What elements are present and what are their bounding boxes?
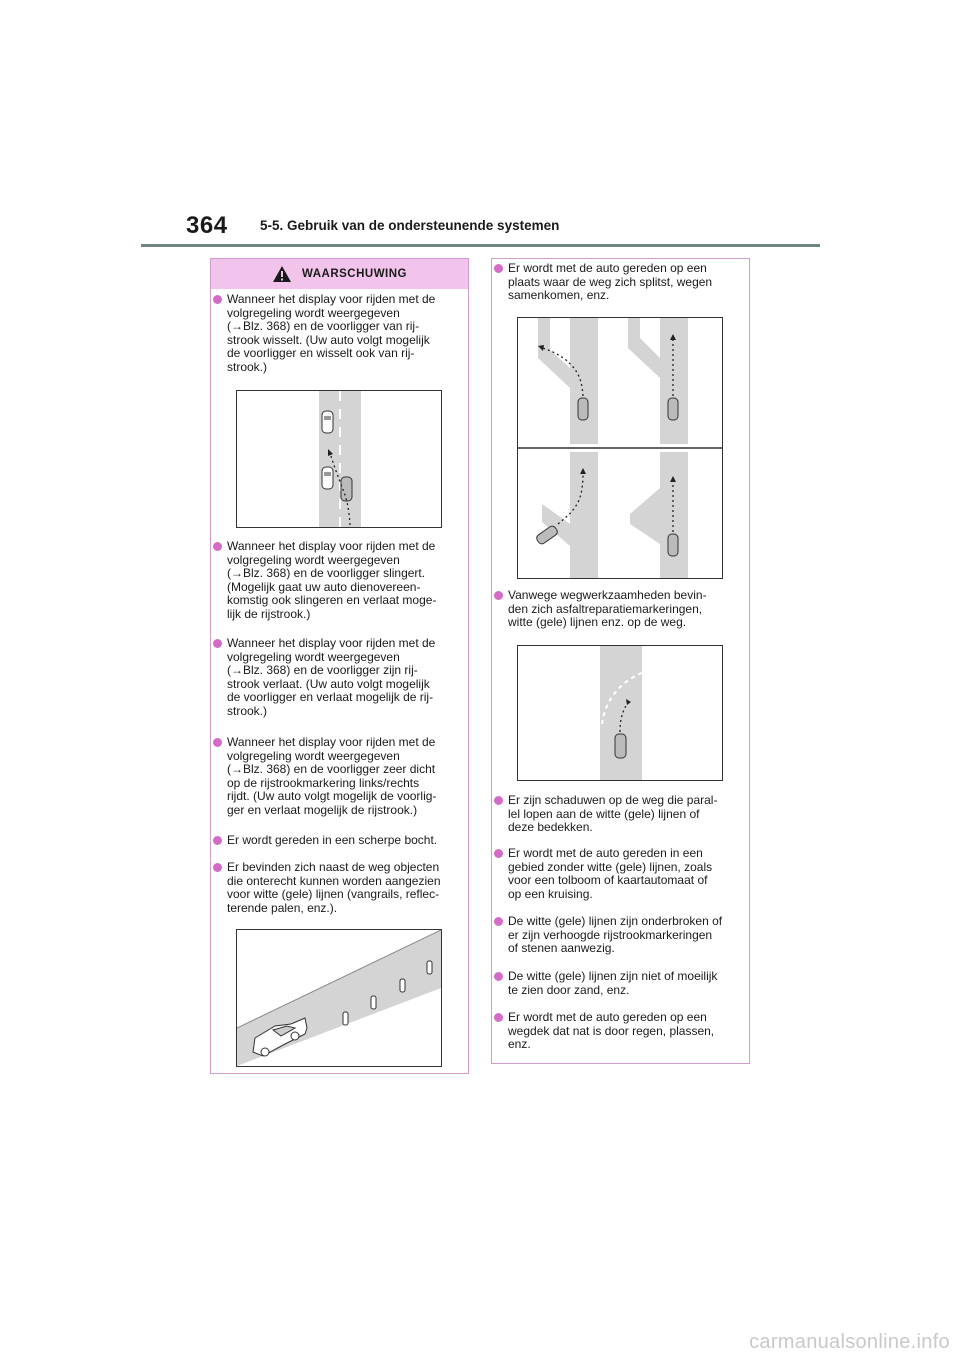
bullet-dot xyxy=(494,849,503,858)
watermark: carmanualsonline.info xyxy=(749,1331,950,1353)
warning-bullet-7: Er wordt met de auto gereden op een plaats waar de weg zich splitst, wegen samenkomen, enz. xyxy=(494,262,748,303)
warning-bullet-11: De witte (gele) lijnen zijn onderbroken of er zijn verhoogde rijstrookmarkeringen of stenen aanwezig. xyxy=(494,915,748,956)
bullet-dot xyxy=(494,972,503,981)
car-icon xyxy=(668,534,678,556)
warning-header xyxy=(211,259,468,289)
warning-bullet-12: De witte (gele) lijnen zijn niet of moeilijk te zien door zand, enz. xyxy=(494,970,748,997)
bullet-dot xyxy=(494,796,503,805)
warning-bullet-1: Wanneer het display voor rijden met de volgregeling wordt weergegeven (→Blz. 368) en de voorligger van rij- strook wisselt. (Uw auto volgt mogelijk de voorligger en wisselt ook van rij- strook.) xyxy=(213,293,467,375)
section-title: 5-5. Gebruik van de ondersteunende systemen xyxy=(260,218,560,233)
warning-title: WAARSCHUWING xyxy=(301,268,408,280)
figure-roadside-objects xyxy=(236,929,442,1067)
car-icon xyxy=(668,398,678,420)
warning-bullet-5: Er wordt gereden in een scherpe bocht. xyxy=(213,834,467,848)
car-icon xyxy=(535,525,559,546)
warning-bullet-6: Er bevinden zich naast de weg objecten die onterecht kunnen worden aangezien voor witte (gele) lijnen (vangrails, reflec- terende palen, enz.). xyxy=(213,861,467,915)
bullet-dot xyxy=(213,863,222,872)
lead-car-icon xyxy=(322,411,333,433)
car-icon xyxy=(578,398,588,420)
figure-lane-change xyxy=(236,390,442,528)
bullet-dot xyxy=(213,639,222,648)
bullet-dot xyxy=(213,542,222,551)
warning-bullet-4: Wanneer het display voor rijden met de volgregeling wordt weergegeven (→Blz. 368) en de voorligger zeer dicht op de rijstrookmarkering links/rechts rijdt. (Uw auto volgt mogelijk de voorlig- ger en verlaat mogelijk de rijstrook.) xyxy=(213,736,467,818)
car-icon xyxy=(615,734,626,758)
warning-bullet-9: Er zijn schaduwen op de weg die paral- lel lopen aan de witte (gele) lijnen of deze bedekken. xyxy=(494,794,748,835)
warning-bullet-3: Wanneer het display voor rijden met de volgregeling wordt weergegeven (→Blz. 368) en de voorligger zijn rij- strook verlaat. (Uw auto volgt mogelijk de voorligger en verlaat mogelijk de rij- strook.) xyxy=(213,637,467,719)
page-number: 364 xyxy=(186,212,228,239)
other-car-icon xyxy=(322,467,333,489)
warning-bullet-8: Vanwege wegwerkzaamheden bevin- den zich asfaltreparatiemarkeringen, witte (gele) lijnen enz. op de weg. xyxy=(494,589,748,630)
header-divider xyxy=(141,244,820,247)
figure-road-split-merge xyxy=(517,317,723,579)
bullet-dot xyxy=(213,836,222,845)
figure-repair-markings xyxy=(517,645,723,781)
bullet-dot xyxy=(213,738,222,747)
warning-bullet-13: Er wordt met de auto gereden op een wegdek dat nat is door regen, plassen, enz. xyxy=(494,1011,748,1052)
warning-bullet-10: Er wordt met de auto gereden in een gebied zonder witte (gele) lijnen, zoals voor een tolboom of kaartautomaat of op een kruising. xyxy=(494,847,748,901)
bullet-dot xyxy=(494,1013,503,1022)
bullet-dot xyxy=(494,591,503,600)
warning-triangle-icon xyxy=(272,265,292,283)
bullet-dot xyxy=(494,917,503,926)
bullet-dot xyxy=(213,295,222,304)
warning-bullet-2: Wanneer het display voor rijden met de volgregeling wordt weergegeven (→Blz. 368) en de voorligger slingert. (Mogelijk gaat uw auto dienovereen- komstig ook slingeren en verlaat moge- lijk de rijstrook.) xyxy=(213,540,467,622)
bullet-dot xyxy=(494,264,503,273)
